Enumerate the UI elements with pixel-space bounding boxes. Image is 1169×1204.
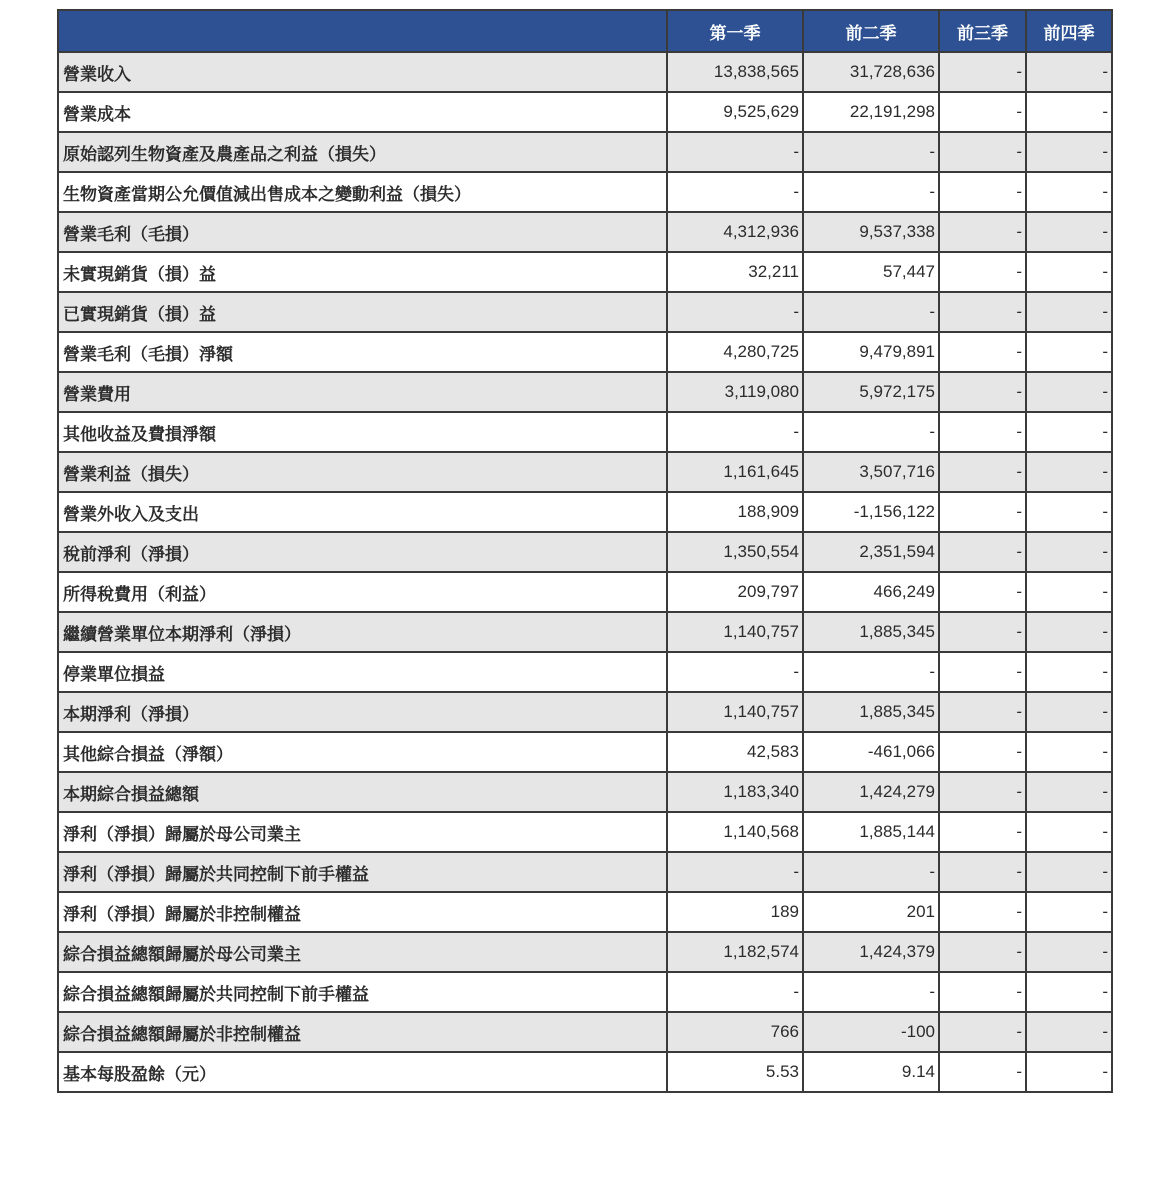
row-value-col-2: 1,885,345	[803, 692, 939, 732]
table-header-row	[58, 10, 1112, 52]
row-value-col-2: 1,885,144	[803, 812, 939, 852]
row-value-col-1: 13,838,565	[667, 52, 803, 92]
row-label: 稅前淨利（淨損）	[58, 532, 667, 572]
row-label: 綜合損益總額歸屬於共同控制下前手權益	[58, 972, 667, 1012]
row-value-col-3: -	[939, 532, 1026, 572]
row-value-col-4: -	[1026, 92, 1112, 132]
table-row	[58, 692, 1112, 732]
row-value-col-2: -100	[803, 1012, 939, 1052]
table-row	[58, 292, 1112, 332]
row-value-col-4: -	[1026, 852, 1112, 892]
row-value-col-3: -	[939, 892, 1026, 932]
row-value-col-1: 189	[667, 892, 803, 932]
table-row	[58, 652, 1112, 692]
row-label: 淨利（淨損）歸屬於非控制權益	[58, 892, 667, 932]
row-value-col-4: -	[1026, 932, 1112, 972]
row-value-col-1: 4,312,936	[667, 212, 803, 252]
row-value-col-1: 42,583	[667, 732, 803, 772]
row-value-col-2: -	[803, 132, 939, 172]
row-label: 營業費用	[58, 372, 667, 412]
row-value-col-1: 1,183,340	[667, 772, 803, 812]
row-label: 營業外收入及支出	[58, 492, 667, 532]
row-value-col-4: -	[1026, 732, 1112, 772]
table-row	[58, 532, 1112, 572]
table-row	[58, 492, 1112, 532]
row-label: 其他收益及費損淨額	[58, 412, 667, 452]
row-value-col-3: -	[939, 1052, 1026, 1092]
row-value-col-3: -	[939, 852, 1026, 892]
row-value-col-2: -	[803, 172, 939, 212]
row-value-col-4: -	[1026, 652, 1112, 692]
table-body	[58, 52, 1112, 1092]
table-row	[58, 812, 1112, 852]
row-value-col-3: -	[939, 52, 1026, 92]
column-header-q4: 前四季	[1026, 10, 1112, 52]
row-label: 繼續營業單位本期淨利（淨損）	[58, 612, 667, 652]
row-value-col-4: -	[1026, 172, 1112, 212]
row-value-col-1: 766	[667, 1012, 803, 1052]
row-label: 綜合損益總額歸屬於母公司業主	[58, 932, 667, 972]
row-value-col-1: 1,161,645	[667, 452, 803, 492]
row-value-col-4: -	[1026, 252, 1112, 292]
row-label: 營業成本	[58, 92, 667, 132]
row-value-col-2: 22,191,298	[803, 92, 939, 132]
income-statement-table	[57, 9, 1113, 1093]
row-value-col-3: -	[939, 92, 1026, 132]
row-value-col-4: -	[1026, 972, 1112, 1012]
row-value-col-3: -	[939, 132, 1026, 172]
row-value-col-4: -	[1026, 292, 1112, 332]
row-value-col-3: -	[939, 572, 1026, 612]
row-value-col-2: 1,885,345	[803, 612, 939, 652]
row-value-col-1: 1,140,757	[667, 612, 803, 652]
row-label: 未實現銷貨（損）益	[58, 252, 667, 292]
row-value-col-2: -1,156,122	[803, 492, 939, 532]
row-value-col-4: -	[1026, 1012, 1112, 1052]
table-row	[58, 892, 1112, 932]
row-value-col-2: 5,972,175	[803, 372, 939, 412]
row-value-col-2: -	[803, 292, 939, 332]
table-row	[58, 132, 1112, 172]
row-value-col-4: -	[1026, 812, 1112, 852]
table-row	[58, 972, 1112, 1012]
row-value-col-1: -	[667, 652, 803, 692]
row-value-col-3: -	[939, 652, 1026, 692]
column-header-q1: 第一季	[667, 10, 803, 52]
row-value-col-2: 466,249	[803, 572, 939, 612]
row-label: 營業毛利（毛損）	[58, 212, 667, 252]
row-value-col-3: -	[939, 412, 1026, 452]
row-value-col-1: 9,525,629	[667, 92, 803, 132]
row-value-col-1: -	[667, 412, 803, 452]
row-value-col-4: -	[1026, 332, 1112, 372]
row-value-col-2: 1,424,379	[803, 932, 939, 972]
row-value-col-4: -	[1026, 772, 1112, 812]
table-row	[58, 332, 1112, 372]
row-label: 已實現銷貨（損）益	[58, 292, 667, 332]
row-label: 停業單位損益	[58, 652, 667, 692]
row-value-col-2: 2,351,594	[803, 532, 939, 572]
row-value-col-4: -	[1026, 452, 1112, 492]
row-value-col-1: 5.53	[667, 1052, 803, 1092]
row-value-col-4: -	[1026, 212, 1112, 252]
table-row	[58, 612, 1112, 652]
row-value-col-3: -	[939, 612, 1026, 652]
row-label: 所得稅費用（利益）	[58, 572, 667, 612]
row-label: 淨利（淨損）歸屬於共同控制下前手權益	[58, 852, 667, 892]
row-label: 本期綜合損益總額	[58, 772, 667, 812]
row-value-col-2: 57,447	[803, 252, 939, 292]
table-row	[58, 252, 1112, 292]
row-value-col-1: 1,140,757	[667, 692, 803, 732]
row-value-col-3: -	[939, 732, 1026, 772]
row-value-col-1: -	[667, 132, 803, 172]
row-value-col-3: -	[939, 932, 1026, 972]
row-value-col-2: 9,537,338	[803, 212, 939, 252]
row-value-col-4: -	[1026, 1052, 1112, 1092]
row-label: 營業毛利（毛損）淨額	[58, 332, 667, 372]
table-row	[58, 732, 1112, 772]
row-value-col-2: -	[803, 412, 939, 452]
row-value-col-3: -	[939, 172, 1026, 212]
table-row	[58, 1052, 1112, 1092]
table-row	[58, 852, 1112, 892]
table-row	[58, 372, 1112, 412]
row-value-col-3: -	[939, 452, 1026, 492]
table-row	[58, 412, 1112, 452]
row-value-col-1: 1,350,554	[667, 532, 803, 572]
row-value-col-4: -	[1026, 892, 1112, 932]
row-value-col-1: -	[667, 972, 803, 1012]
row-value-col-3: -	[939, 292, 1026, 332]
row-value-col-1: 32,211	[667, 252, 803, 292]
table-row	[58, 1012, 1112, 1052]
row-value-col-4: -	[1026, 572, 1112, 612]
row-label: 營業收入	[58, 52, 667, 92]
row-label: 營業利益（損失）	[58, 452, 667, 492]
row-label: 其他綜合損益（淨額）	[58, 732, 667, 772]
row-label: 淨利（淨損）歸屬於母公司業主	[58, 812, 667, 852]
row-value-col-2: 31,728,636	[803, 52, 939, 92]
row-value-col-3: -	[939, 772, 1026, 812]
row-value-col-2: 9,479,891	[803, 332, 939, 372]
row-value-col-2: 9.14	[803, 1052, 939, 1092]
table-row	[58, 572, 1112, 612]
header-corner-cell	[58, 10, 667, 52]
row-value-col-1: 3,119,080	[667, 372, 803, 412]
row-value-col-4: -	[1026, 612, 1112, 652]
row-value-col-4: -	[1026, 692, 1112, 732]
row-value-col-1: 209,797	[667, 572, 803, 612]
row-value-col-3: -	[939, 1012, 1026, 1052]
row-label: 本期淨利（淨損）	[58, 692, 667, 732]
row-value-col-2: -	[803, 652, 939, 692]
table-row	[58, 932, 1112, 972]
row-value-col-3: -	[939, 372, 1026, 412]
row-value-col-3: -	[939, 492, 1026, 532]
row-label: 生物資產當期公允價值減出售成本之變動利益（損失）	[58, 172, 667, 212]
row-value-col-4: -	[1026, 372, 1112, 412]
column-header-q2: 前二季	[803, 10, 939, 52]
row-value-col-4: -	[1026, 132, 1112, 172]
table-row	[58, 452, 1112, 492]
row-label: 基本每股盈餘（元）	[58, 1052, 667, 1092]
row-value-col-1: 1,140,568	[667, 812, 803, 852]
row-value-col-3: -	[939, 812, 1026, 852]
row-value-col-3: -	[939, 332, 1026, 372]
row-value-col-2: 1,424,279	[803, 772, 939, 812]
row-value-col-2: 201	[803, 892, 939, 932]
row-label: 原始認列生物資產及農產品之利益（損失）	[58, 132, 667, 172]
table-row	[58, 172, 1112, 212]
row-value-col-4: -	[1026, 412, 1112, 452]
row-value-col-1: 188,909	[667, 492, 803, 532]
row-value-col-1: -	[667, 172, 803, 212]
row-value-col-2: -	[803, 972, 939, 1012]
row-value-col-1: 1,182,574	[667, 932, 803, 972]
row-value-col-4: -	[1026, 52, 1112, 92]
row-value-col-3: -	[939, 972, 1026, 1012]
row-value-col-3: -	[939, 212, 1026, 252]
column-header-q3: 前三季	[939, 10, 1026, 52]
row-value-col-3: -	[939, 692, 1026, 732]
row-value-col-4: -	[1026, 532, 1112, 572]
table-row	[58, 52, 1112, 92]
table-row	[58, 212, 1112, 252]
row-value-col-2: 3,507,716	[803, 452, 939, 492]
row-value-col-1: 4,280,725	[667, 332, 803, 372]
row-value-col-2: -	[803, 852, 939, 892]
row-value-col-3: -	[939, 252, 1026, 292]
table-row	[58, 92, 1112, 132]
table-row	[58, 772, 1112, 812]
row-value-col-1: -	[667, 852, 803, 892]
row-value-col-1: -	[667, 292, 803, 332]
row-value-col-4: -	[1026, 492, 1112, 532]
row-label: 綜合損益總額歸屬於非控制權益	[58, 1012, 667, 1052]
row-value-col-2: -461,066	[803, 732, 939, 772]
